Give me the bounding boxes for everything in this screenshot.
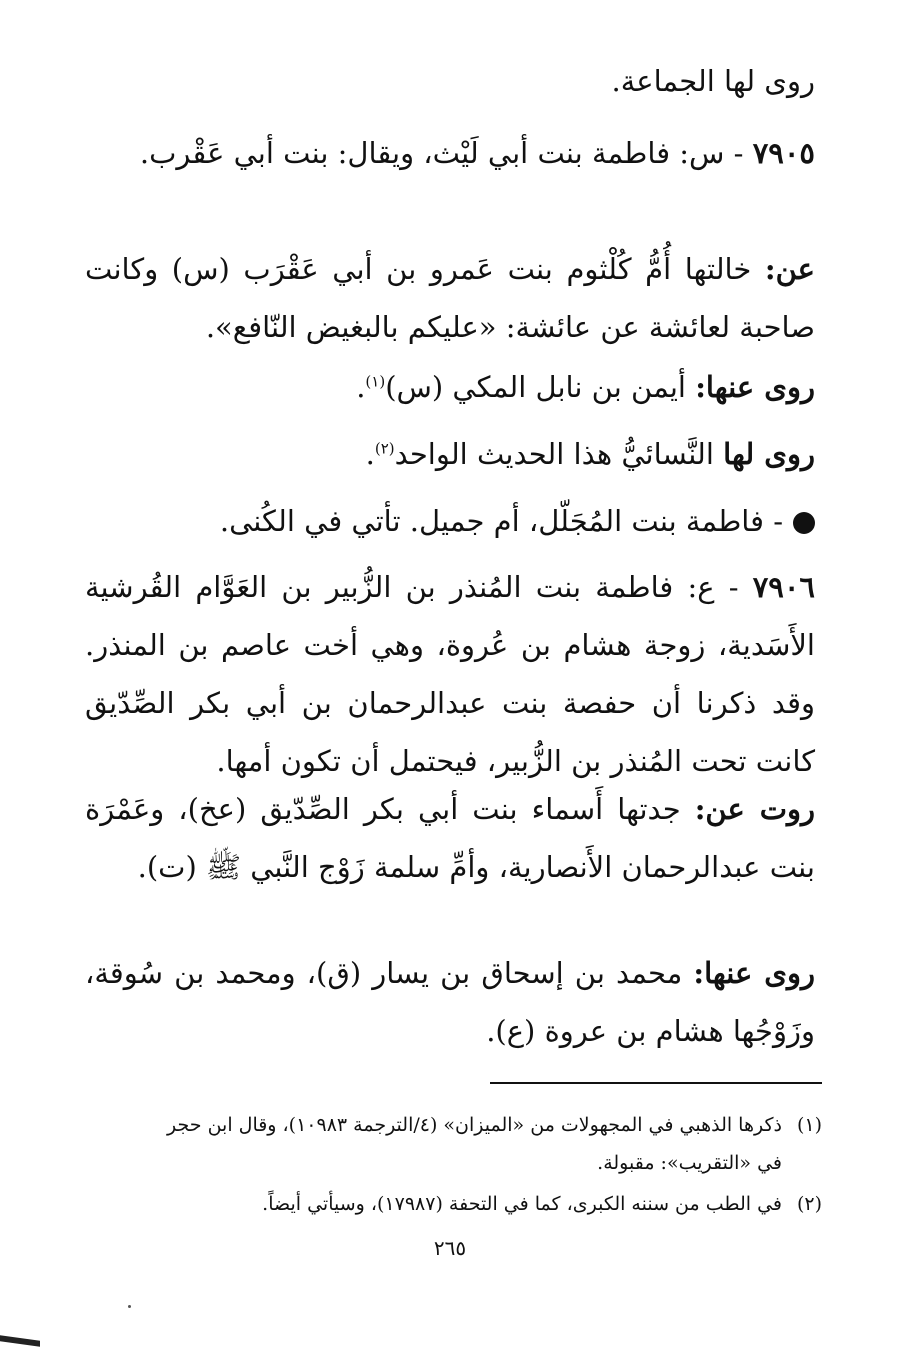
footnote-text-continued: في «التقريب»: مقبولة. (597, 1152, 782, 1174)
label-rawa-laha: روى لها (723, 437, 815, 471)
paragraph-narrated-from (85, 240, 815, 356)
entry-7905 (85, 124, 815, 182)
label-an: عن: (764, 252, 815, 286)
entry-number: ٧٩٠٦ (752, 570, 815, 604)
period: . (356, 370, 366, 404)
text: النَّسائيُّ هذا الحديث الواحد (394, 437, 724, 471)
period: . (365, 437, 375, 471)
entry-7906 (85, 558, 815, 790)
paragraph-transmitted-by (85, 425, 815, 483)
bullet-icon (793, 512, 815, 534)
scan-speck (128, 1305, 131, 1308)
footnote-divider (490, 1082, 822, 1084)
text: محمد بن إسحاق بن يسار (ق)، ومحمد بن سُوقة، وزَوْجُها هشام بن عروة (ع). (85, 956, 815, 1048)
footnote-1 (82, 1106, 822, 1182)
page-number: ٢٦٥ (433, 1236, 467, 1260)
text: خالتها أُمُّ كُلْثوم بنت عَمرو بن أبي عَقْرَب (س) وكانت صاحبة لعائشة عن عائشة: «عليكم بالبغيض النّافع». (85, 252, 815, 344)
label-rawat-an: روت عن: (694, 792, 815, 826)
entry-heading: - س: فاطمة بنت أبي لَيْث، ويقال: بنت أبي عَقْرب. (139, 136, 753, 170)
cross-reference-entry (85, 492, 815, 550)
paragraph-narrators-from-her-2 (85, 944, 815, 1060)
footnote-text: في الطب من سننه الكبرى، كما في التحفة (١٧٩٨٧)، وسيأتي أيضاً. (262, 1193, 782, 1215)
paragraph-narrators-from-her (85, 358, 815, 416)
footnote-number: (٢) (796, 1193, 822, 1215)
text: جدتها أَسماء بنت أبي بكر الصِّدّيق (عخ)، وعَمْرَة بنت عبدالرحمان الأَنصارية، وأمِّ سلمة زَوْج النَّبي ﷺ (ت). (85, 792, 815, 884)
footnote-number: (١) (796, 1114, 822, 1136)
footnote-ref-1[interactable]: (١) (365, 372, 386, 391)
text: - فاطمة بنت المُجَلّل، أم جميل. تأتي في الكُنى. (219, 504, 783, 538)
footnote-2 (82, 1185, 822, 1223)
text: أيمن بن نابل المكي (س) (385, 370, 696, 404)
footnote-ref-2[interactable]: (٢) (374, 439, 395, 458)
scan-edge-mark (0, 1335, 40, 1347)
text: روى لها الجماعة. (611, 64, 815, 98)
footnote-text: ذكرها الذهبي في المجهولات من «الميزان» (٤/الترجمة ١٠٩٨٣)، وقال ابن حجر (167, 1114, 782, 1136)
entry-text: - ع: فاطمة بنت المُنذر بن الزُّبير بن العَوَّام القُرشية الأَسَدية، زوجة هشام بن عُروة، وهي أخت عاصم بن المنذر. وقد ذكرنا أن حفصة بنت عبدالرحمان بن أبي بكر الصِّدّيق كانت تحت المُنذر بن الزُّبير، فيحتمل أن تكون أمها. (85, 570, 815, 778)
paragraph-closing-note (85, 52, 815, 110)
label-rawa-anha: روى عنها: (693, 956, 815, 990)
label-rawa-anha: روى عنها: (695, 370, 815, 404)
entry-number: ٧٩٠٥ (752, 136, 815, 170)
paragraph-narrated-from-2 (85, 780, 815, 896)
